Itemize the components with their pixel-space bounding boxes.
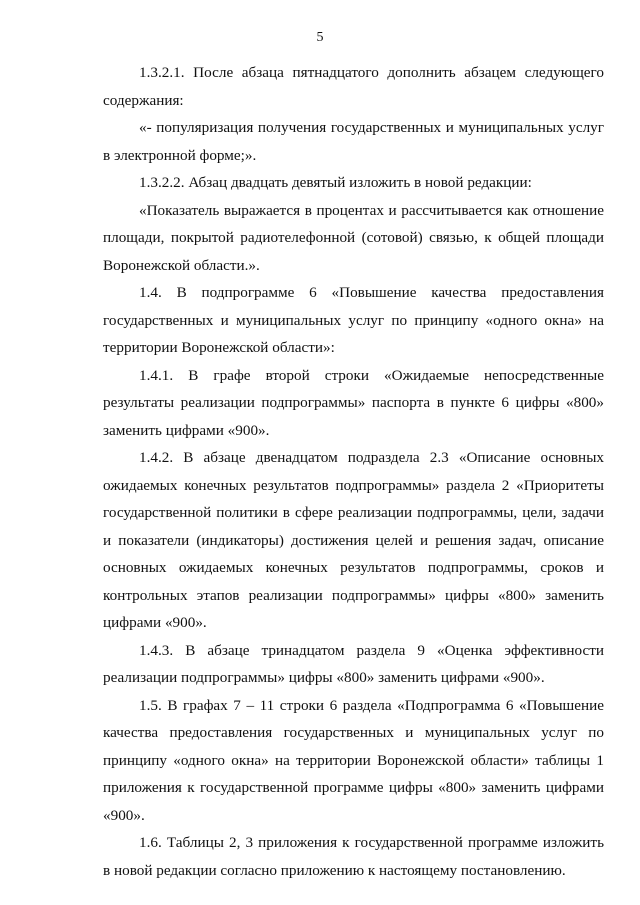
paragraph-1-3-2-1: 1.3.2.1. После абзаца пятнадцатого дополнить абзацем следующего содержания: <box>103 64 604 109</box>
page-number: 5 <box>316 30 324 45</box>
paragraph-1-6: 1.6. Таблицы 2, 3 приложения к государственной программе изложить в новой редакции согласно приложению к настоящему постановлению. <box>103 834 604 879</box>
paragraph-quote-popularization: «- популяризация получения государственных и муниципальных услуг в электронной форме;». <box>103 119 604 164</box>
paragraph-1-3-2-2: 1.3.2.2. Абзац двадцать девятый изложить в новой редакции: <box>139 174 532 191</box>
paragraph-1-4-2: 1.4.2. В абзаце двенадцатом подраздела 2.3 «Описание основных ожидаемых конечных результатов подпрограммы» раздела 2 «Приоритеты государственной политики в сфере реализации подпрограммы, цели, задачи и показатели (индикаторы) достижения целей и решения задач, описание основных ожидаемых конечных результатов подпрограммы, сроков и контрольных этапов реализации подпрограммы» цифры «800» заменить цифрами «900». <box>103 449 604 631</box>
paragraph-1-4-1: 1.4.1. В графе второй строки «Ожидаемые непосредственные результаты реализации подпрограммы» паспорта в пункте 6 цифры «800» заменить цифрами «900». <box>103 366 604 439</box>
paragraph-1-5: 1.5. В графах 7 – 11 строки 6 раздела «Подпрограмма 6 «Повышение качества предоставления государственных и муниципальных услуг по принципу «одного окна» на территории Воронежской области» таблицы 1 приложения к государственной программе цифры «800» заменить цифрами «900». <box>103 696 604 824</box>
paragraph-1-4: 1.4. В подпрограмме 6 «Повышение качества предоставления государственных и муниципальных услуг по принципу «одного окна» на территории Воронежской области»: <box>103 284 604 356</box>
document-body <box>103 59 604 884</box>
paragraph-quote-indicator: «Показатель выражается в процентах и рассчитывается как отношение площади, покрытой радиотелефонной (сотовой) связью, к общей площади Воронежской области.». <box>103 201 604 274</box>
paragraph-1-4-3: 1.4.3. В абзаце тринадцатом раздела 9 «Оценка эффективности реализации подпрограммы» цифры «800» заменить цифрами «900». <box>103 641 604 686</box>
